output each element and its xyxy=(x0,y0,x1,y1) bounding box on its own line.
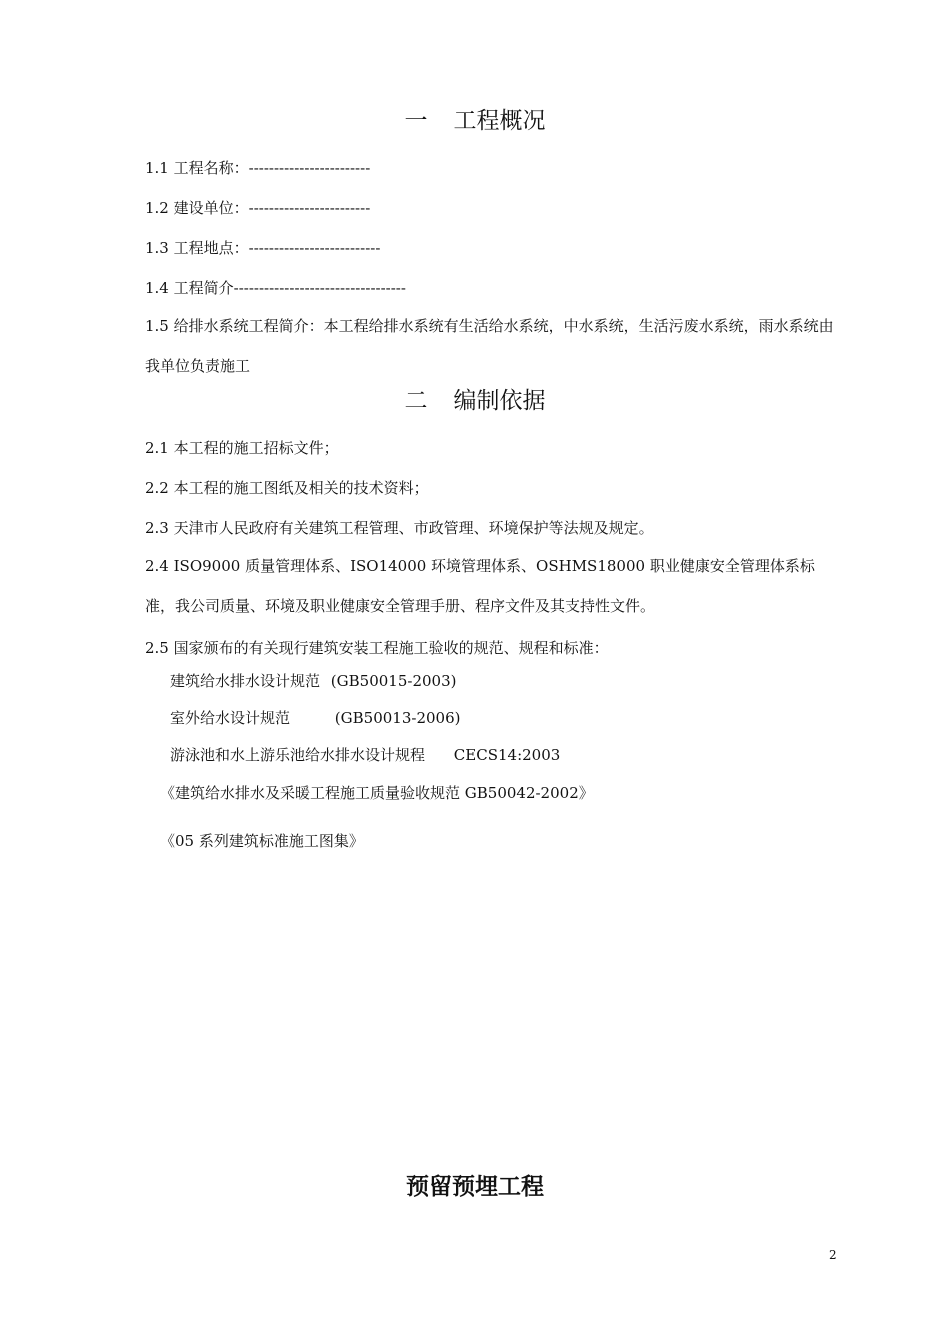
section1-heading xyxy=(0,102,950,135)
standard-row xyxy=(170,707,460,728)
reference-item: 《建筑给水排水及采暖工程施工质量验收规范 GB50042-2002》 xyxy=(160,784,594,802)
standard-name: 游泳池和水上游乐池给水排水设计规程 xyxy=(170,746,426,764)
section3-title: 预留预埋工程 xyxy=(406,1174,544,1200)
standard-code: (GB50015-2003) xyxy=(330,672,457,690)
page-number: 2 xyxy=(829,1248,837,1262)
item-1-5: 1.5 给排水系统工程简介：本工程给排水系统有生活给水系统，中水系统，生活污废水系统，雨水系统由我单位负责施工 xyxy=(145,317,834,375)
section1-title: 工程概况 xyxy=(453,108,546,134)
section2-number: 二 xyxy=(404,388,428,414)
item-2-2: 2.2 本工程的施工图纸及相关的技术资料； xyxy=(145,479,429,497)
reference-item: 《05 系列建筑标准施工图集》 xyxy=(160,832,364,850)
item-2-3: 2.3 天津市人民政府有关建筑工程管理、市政管理、环境保护等法规及规定。 xyxy=(145,519,654,537)
item-2-5: 2.5 国家颁布的有关现行建筑安装工程施工验收的规范、规程和标准： xyxy=(145,639,609,657)
standard-name: 建筑给水排水设计规范 xyxy=(170,672,321,690)
standard-row xyxy=(170,744,560,765)
section2-heading xyxy=(0,382,950,415)
item-2-4: 2.4 ISO9000 质量管理体系、ISO14000 环境管理体系、OSHMS18000 职业健康安全管理体系标准，我公司质量、环境及职业健康安全管理手册、程序文件及其支持性文件。 xyxy=(145,557,815,615)
item-1-3: 1.3 工程地点：-------------------------- xyxy=(145,239,381,257)
item-1-1: 1.1 工程名称：------------------------ xyxy=(145,159,371,177)
standard-row xyxy=(170,670,456,691)
item-2-1: 2.1 本工程的施工招标文件； xyxy=(145,439,339,457)
item-1-2: 1.2 建设单位：------------------------ xyxy=(145,199,371,217)
standard-code: CECS14:2003 xyxy=(453,746,561,764)
standard-code: (GB50013-2006) xyxy=(334,709,461,727)
section2-title: 编制依据 xyxy=(453,388,546,414)
section1-number: 一 xyxy=(404,108,428,134)
standard-name: 室外给水设计规范 xyxy=(170,709,291,727)
item-1-4: 1.4 工程简介---------------------------------- xyxy=(145,279,406,297)
